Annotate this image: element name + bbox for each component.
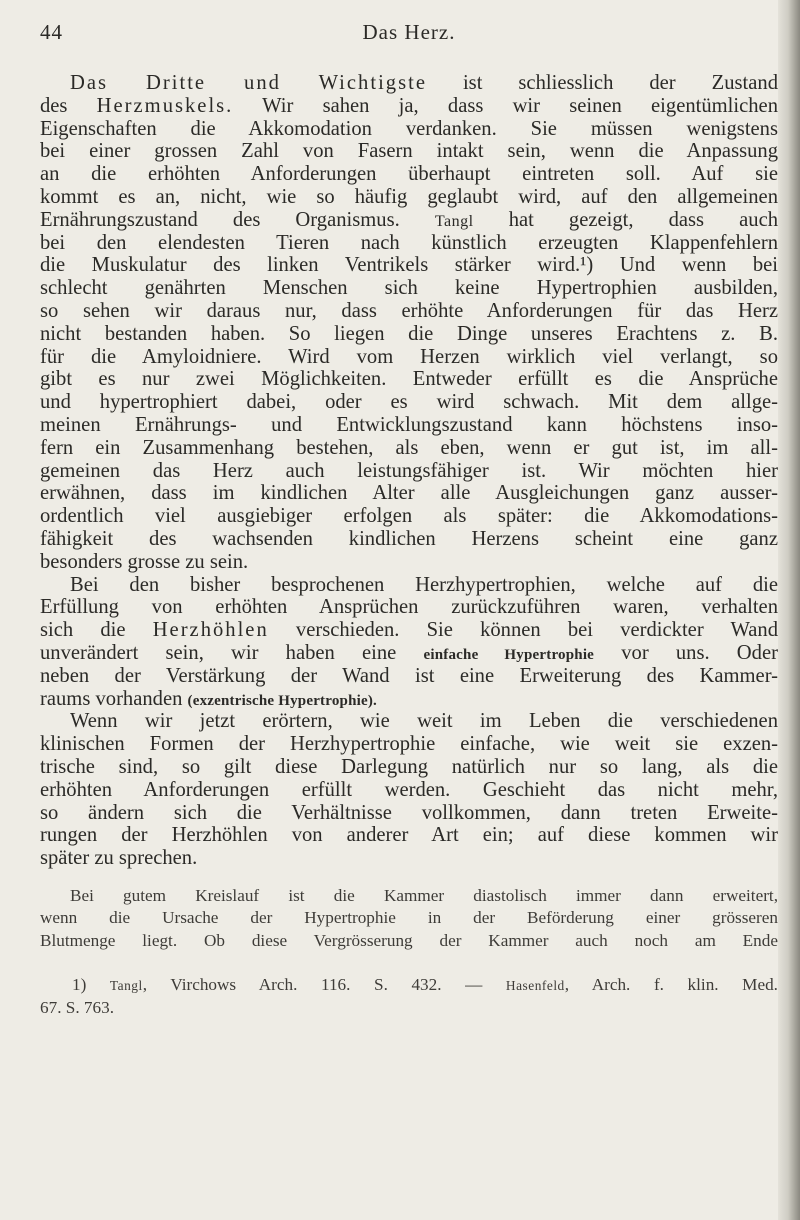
text-line: neben der Verstärkung der Wand ist eine Erweiterung des Kammer-	[40, 664, 778, 687]
text-line: gemeinen das Herz auch leistungsfähiger ist. Wir möchten hier	[40, 459, 778, 482]
footnote	[40, 974, 778, 1019]
spacer	[40, 952, 778, 974]
running-title: Das Herz.	[362, 20, 456, 44]
spaced-text: Das Dritte und Wichtigste	[70, 72, 427, 94]
text-line	[40, 72, 778, 95]
text-line: nicht bestanden haben. So liegen die Dinge unseres Erachtens z. B.	[40, 322, 778, 345]
author-name: Tangl	[434, 212, 474, 230]
text-line: Eigenschaften die Akkomodation verdanken. Sie müssen wenigstens	[40, 117, 778, 140]
text-line	[40, 209, 778, 232]
text-line: so sehen wir daraus nur, dass erhöhte Anforderungen für das Herz	[40, 299, 778, 322]
text-line: klinischen Formen der Herzhypertrophie einfache, wie weit sie exzen-	[40, 733, 778, 756]
bold-term: einfache Hypertrophie	[423, 646, 595, 663]
text-line: fern ein Zusammenhang bestehen, als eben, wenn er gut ist, im all-	[40, 436, 778, 459]
text-line: kommt es an, nicht, wie so häufig geglaubt wird, auf den allgemeinen	[40, 185, 778, 208]
text-line: Wenn wir jetzt erörtern, wie weit im Leben die verschiedenen	[70, 710, 778, 733]
text-line: bei einer grossen Zahl von Fasern intakt sein, wenn die Anpassung	[40, 140, 778, 163]
text-span: unverändert sein, wir haben eine	[40, 641, 424, 664]
text-line: wenn die Ursache der Hypertrophie in der Beförderung einer grösseren	[40, 908, 778, 928]
text-span: , Virchows Arch. 116. S. 432. —	[142, 975, 506, 995]
text-line: so ändern sich die Verhältnisse vollkommen, dann treten Erweite-	[40, 801, 778, 824]
author-name: Hasenfeld	[505, 978, 565, 994]
spaced-text: Herzhöhlen	[152, 619, 269, 642]
text-span: ist schliesslich der Zustand	[426, 72, 778, 94]
text-line: 67. S. 763.	[40, 997, 115, 1017]
text-line	[40, 688, 778, 711]
text-span: des	[40, 94, 97, 117]
text-line	[40, 619, 778, 642]
text-line: meinen Ernährungs- und Entwicklungszustand kann höchstens inso-	[40, 413, 778, 436]
text-span: Wir sahen ja, dass wir seinen eigentümlichen	[233, 94, 778, 117]
paragraph-3	[40, 710, 778, 870]
text-line: ordentlich viel ausgiebiger erfolgen als später: die Akkomodations-	[40, 505, 778, 528]
text-line: besonders grosse zu sein.	[40, 550, 249, 573]
text-line: für die Amyloidniere. Wird vom Herzen wirklich viel verlangt, so	[40, 345, 778, 368]
paragraph-2	[40, 574, 778, 711]
text-line: gibt es nur zwei Möglichkeiten. Entweder erfüllt es die Ansprüche	[40, 368, 778, 391]
paragraph-1	[40, 72, 778, 574]
text-line: Bei gutem Kreislauf ist die Kammer diastolisch immer dann erweitert,	[70, 885, 778, 905]
text-line: Erfüllung von erhöhten Ansprüchen zurückzuführen waren, verhalten	[40, 596, 778, 619]
text-line: schlecht genährten Menschen sich keine Hypertrophien ausbilden,	[40, 277, 778, 300]
spacer	[40, 870, 778, 885]
text-line: an die erhöhten Anforderungen überhaupt eintreten soll. Auf sie	[40, 163, 778, 186]
text-span: sich die	[40, 619, 153, 642]
text-span: raums vorhanden	[40, 687, 188, 710]
text-span: 1)	[72, 975, 110, 995]
text-line: fähigkeit des wachsenden kindlichen Herzens scheint eine ganz	[40, 527, 778, 550]
text-line: die Muskulatur des linken Ventrikels stärker wird.¹) Und wenn bei	[40, 254, 778, 277]
page-number: 44	[40, 20, 63, 44]
bold-term: (exzentrische Hypertrophie).	[187, 692, 377, 709]
page-header	[40, 20, 778, 50]
text-span: vor uns. Oder	[594, 641, 778, 664]
text-line: bei den elendesten Tieren nach künstlich erzeugten Klappenfehlern	[40, 231, 778, 254]
text-line: und hypertrophiert dabei, oder es wird schwach. Mit dem allge-	[40, 391, 778, 414]
text-line	[40, 974, 778, 997]
page-body	[40, 72, 778, 1019]
text-line	[40, 642, 778, 665]
text-line: Bei den bisher besprochenen Herzhypertrophien, welche auf die	[70, 573, 778, 596]
text-line: rungen der Herzhöhlen von anderer Art ein; auf diese kommen wir	[40, 824, 778, 847]
text-span: verschieden. Sie können bei verdickter Wand	[268, 619, 778, 642]
text-line: trische sind, so gilt diese Darlegung natürlich nur so lang, als die	[40, 755, 778, 778]
page-edge-shadow	[778, 0, 800, 1220]
text-line: erhöhten Anforderungen erfüllt werden. Geschieht das nicht mehr,	[40, 778, 778, 801]
text-span: Ernährungszustand des Organismus.	[40, 208, 435, 231]
spaced-text: Herzmuskels.	[96, 94, 234, 117]
text-line: später zu sprechen.	[40, 847, 198, 870]
author-name: Tangl	[109, 978, 143, 994]
text-line: erwähnen, dass im kindlichen Alter alle Ausgleichungen ganz ausser-	[40, 482, 778, 505]
text-span: hat gezeigt, dass auch	[473, 208, 779, 231]
text-line: Blutmenge liegt. Ob diese Vergrösserung der Kammer auch noch am Ende	[40, 930, 778, 950]
text-line	[40, 95, 778, 118]
text-span: , Arch. f. klin. Med.	[564, 975, 778, 995]
small-print-paragraph	[40, 885, 778, 953]
